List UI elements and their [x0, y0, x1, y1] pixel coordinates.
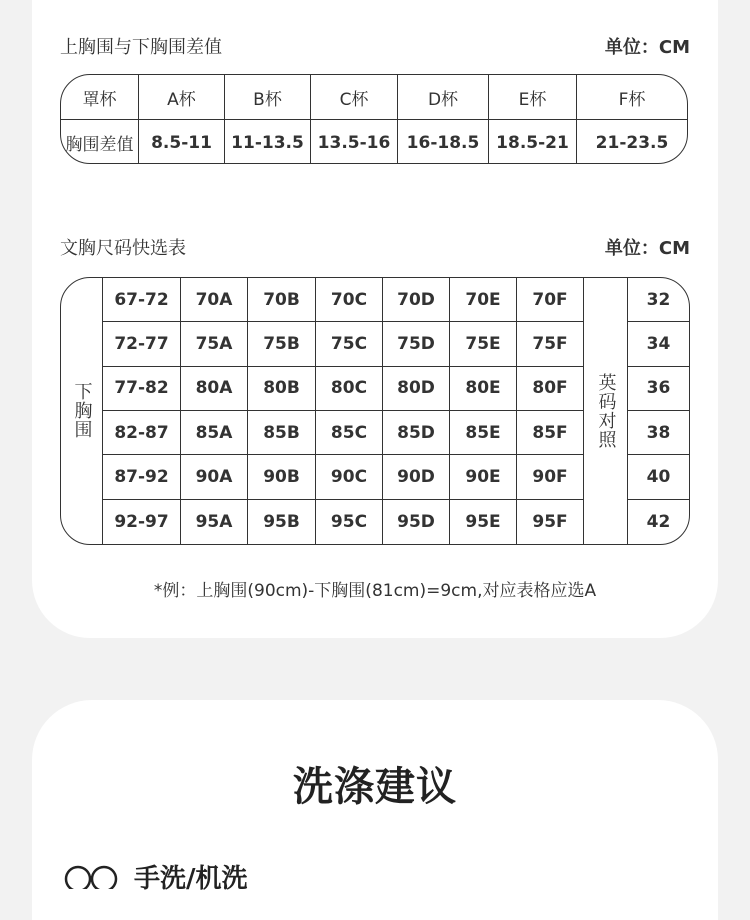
- size-cell: 70E: [450, 278, 517, 322]
- size-cell: 90C: [316, 455, 383, 499]
- size-cell: 95F: [517, 500, 584, 544]
- size-cell: 95D: [383, 500, 450, 544]
- header-cell: A杯: [139, 75, 225, 120]
- cup-diff-table: [60, 74, 688, 164]
- size-cell: 95E: [450, 500, 517, 544]
- underbust-range-cell: 87-92: [103, 455, 181, 499]
- header-cell: C杯: [311, 75, 398, 120]
- size-table-title: 文胸尺码快选表: [60, 238, 186, 259]
- uk-size-label: 英码对照: [584, 278, 628, 544]
- size-cell: 80B: [248, 367, 316, 411]
- uk-size-cell: 34: [628, 322, 689, 366]
- size-cell: 85D: [383, 411, 450, 455]
- header-cell: E杯: [489, 75, 577, 120]
- size-cell: 85A: [181, 411, 248, 455]
- uk-size-cell: 40: [628, 455, 689, 499]
- value-cell: 21-23.5: [595, 132, 669, 153]
- size-cell: 95A: [181, 500, 248, 544]
- size-cell: 70F: [517, 278, 584, 322]
- size-cell: 85E: [450, 411, 517, 455]
- underbust-range-cell: 82-87: [103, 411, 181, 455]
- size-cell: 90B: [248, 455, 316, 499]
- size-cell: 85F: [517, 411, 584, 455]
- size-table-unit: 单位：CM: [604, 238, 690, 259]
- wash-item: [64, 858, 248, 895]
- cup-diff-unit: 单位：CM: [604, 37, 690, 58]
- size-cell: 90A: [181, 455, 248, 499]
- size-cell: 80A: [181, 367, 248, 411]
- underbust-label: 下胸围: [61, 278, 103, 544]
- value-cell: 16-18.5: [398, 120, 489, 164]
- size-cell: 95C: [316, 500, 383, 544]
- wash-title: 洗涤建议: [293, 764, 457, 810]
- size-cell: 75D: [383, 322, 450, 366]
- size-cell: 70D: [383, 278, 450, 322]
- size-cell: 75E: [450, 322, 517, 366]
- header-cell: D杯: [398, 75, 489, 120]
- uk-size-cell: 42: [646, 511, 671, 532]
- size-cell: 75A: [181, 322, 248, 366]
- size-cell: 95B: [248, 500, 316, 544]
- value-cell: 18.5-21: [489, 120, 577, 164]
- example-note: *例：上胸围(90cm)-下胸围(81cm)=9cm,对应表格应选A: [153, 581, 597, 601]
- size-cell: 75C: [316, 322, 383, 366]
- size-cell: 80C: [316, 367, 383, 411]
- size-cell: 85C: [316, 411, 383, 455]
- size-cell: 80D: [383, 367, 450, 411]
- hand-wash-icon: [64, 865, 120, 889]
- uk-size-cell: 36: [628, 367, 689, 411]
- size-cell: 85B: [248, 411, 316, 455]
- size-cell: 70A: [181, 278, 248, 322]
- header-cell: B杯: [225, 75, 311, 120]
- value-cell: 11-13.5: [225, 120, 311, 164]
- size-cell: 80E: [450, 367, 517, 411]
- size-cell: 90F: [517, 455, 584, 499]
- size-cell: 75B: [248, 322, 316, 366]
- size-cell: 90D: [383, 455, 450, 499]
- size-cell: 70C: [316, 278, 383, 322]
- row-label: 胸围差值: [61, 120, 139, 164]
- value-cell: 13.5-16: [311, 120, 398, 164]
- wash-item-label: 手洗/机洗: [134, 864, 248, 894]
- underbust-range-cell: 67-72: [103, 278, 181, 322]
- header-cell: F杯: [577, 75, 687, 120]
- value-cell: 8.5-11: [139, 120, 225, 164]
- uk-size-cell: 38: [628, 411, 689, 455]
- header-cell: 罩杯: [61, 75, 139, 120]
- underbust-range-cell: 92-97: [103, 500, 181, 544]
- cup-diff-title: 上胸围与下胸围差值: [60, 37, 222, 58]
- uk-size-cell: 32: [628, 278, 689, 322]
- underbust-range-cell: 77-82: [103, 367, 181, 411]
- underbust-range-cell: 72-77: [103, 322, 181, 366]
- size-table: [60, 277, 690, 545]
- size-cell: 70B: [248, 278, 316, 322]
- size-cell: 75F: [517, 322, 584, 366]
- size-cell: 80F: [517, 367, 584, 411]
- size-cell: 90E: [450, 455, 517, 499]
